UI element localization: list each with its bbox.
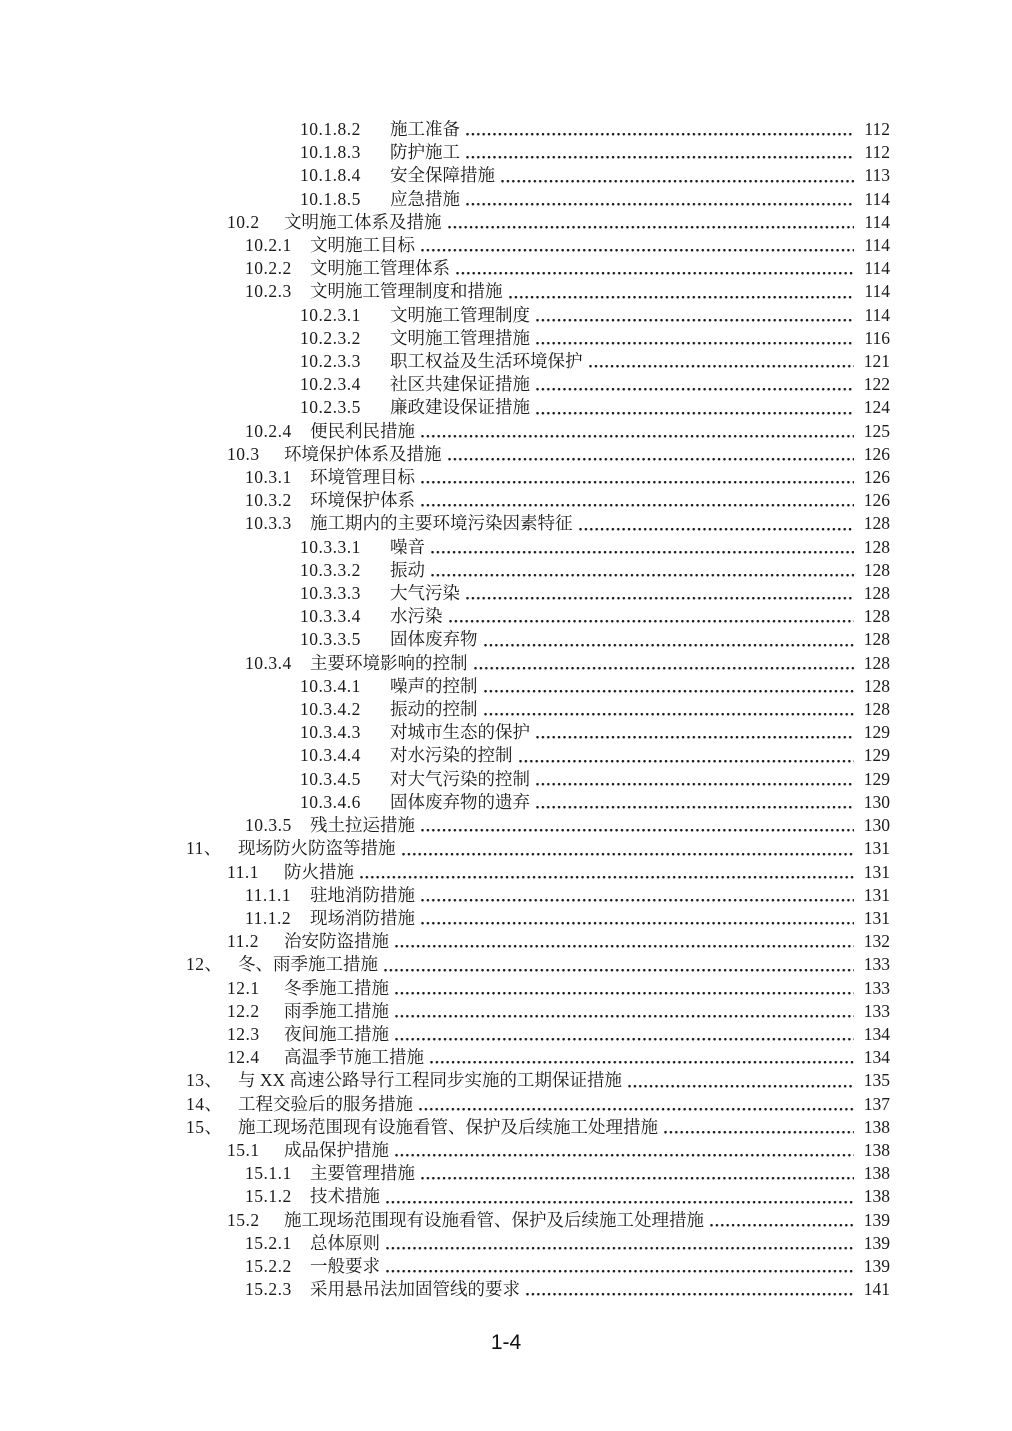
dot-leader-icon (484, 712, 855, 717)
toc-entry-page: 133 (863, 1000, 890, 1021)
toc-entry (0, 188, 890, 211)
toc-entry-title: 防护施工 (390, 142, 460, 163)
toc-entry-number: 10.3.3.2 (300, 559, 361, 580)
toc-entry (0, 1255, 890, 1278)
toc-entry-number: 10.2.3.4 (300, 374, 361, 395)
toc-entry-page: 129 (863, 722, 890, 743)
toc-entry-title: 防火措施 (284, 861, 354, 882)
toc-entry-title: 便民利民措施 (310, 420, 415, 441)
dot-leader-icon (419, 1107, 854, 1112)
toc-entry-number: 10.2.4 (245, 420, 292, 441)
toc-entry-page: 130 (863, 791, 890, 812)
toc-entry-number: 10.3.4.3 (300, 722, 361, 743)
toc-entry (0, 1023, 890, 1046)
toc-entry-title: 治安防盗措施 (284, 931, 389, 952)
toc-entry (0, 164, 890, 187)
toc-entry-page: 128 (863, 675, 890, 696)
toc-entry-title: 振动的控制 (390, 699, 478, 720)
toc-entry-page: 114 (864, 258, 890, 279)
toc-entry-page: 126 (863, 490, 890, 511)
toc-entry-page: 138 (863, 1116, 890, 1137)
toc-entry-title: 固体废弃物的遗弃 (390, 791, 530, 812)
toc-entry (0, 1069, 890, 1092)
dot-leader-icon (710, 1223, 854, 1228)
dot-leader-icon (466, 155, 854, 160)
toc-entry (0, 1209, 890, 1232)
toc-entry (0, 396, 890, 419)
toc-entry-number: 10.1.8.4 (300, 165, 361, 186)
dot-leader-icon (484, 689, 855, 694)
toc-entry (0, 837, 890, 860)
toc-entry-number: 10.3.4 (245, 652, 292, 673)
dot-leader-icon (421, 434, 854, 439)
toc-entry-title: 环境管理目标 (310, 467, 415, 488)
toc-entry-number: 10.2.3.2 (300, 327, 361, 348)
toc-entry-page: 134 (863, 1023, 890, 1044)
toc-entry-number: 10.2 (227, 211, 260, 232)
toc-entry-page: 135 (863, 1070, 890, 1091)
toc-entry (0, 791, 890, 814)
dot-leader-icon (384, 968, 854, 973)
toc-entry-page: 130 (863, 815, 890, 836)
toc-entry-number: 15.1.1 (245, 1163, 292, 1184)
toc-entry-title: 工程交验后的服务措施 (238, 1093, 413, 1114)
toc-entry-number: 12.2 (227, 1000, 260, 1021)
toc-entry-page: 128 (863, 559, 890, 580)
toc-entry-number: 10.3 (227, 443, 260, 464)
toc-entry-number: 15.2 (227, 1209, 260, 1230)
toc-entry (0, 141, 890, 164)
toc-entry-page: 128 (863, 699, 890, 720)
dot-leader-icon (501, 179, 854, 184)
toc-entry-number: 12、 (186, 954, 223, 975)
toc-entry-page: 128 (863, 536, 890, 557)
toc-entry-title: 对城市生态的保护 (390, 722, 530, 743)
dot-leader-icon (484, 643, 855, 648)
dot-leader-icon (421, 480, 854, 485)
toc-entry-title: 驻地消防措施 (310, 884, 415, 905)
dot-leader-icon (536, 735, 854, 740)
toc-entry-number: 11.1.2 (245, 907, 292, 928)
toc-entry (0, 1162, 890, 1185)
toc-entry-page: 128 (863, 629, 890, 650)
toc-entry-title: 环境保护体系 (310, 490, 415, 511)
dot-leader-icon (421, 1176, 854, 1181)
toc-entry (0, 814, 890, 837)
dot-leader-icon (431, 550, 854, 555)
toc-entry-number: 10.3.2 (245, 490, 292, 511)
toc-entry-number: 10.3.4.2 (300, 699, 361, 720)
toc-entry-page: 114 (864, 211, 890, 232)
toc-entry-number: 11、 (186, 838, 222, 859)
toc-entry (0, 443, 890, 466)
toc-entry-number: 12.4 (227, 1047, 260, 1068)
toc-entry (0, 1185, 890, 1208)
toc-entry-number: 10.2.3.5 (300, 397, 361, 418)
toc-entry-page: 131 (863, 838, 890, 859)
dot-leader-icon (395, 944, 854, 949)
dot-leader-icon (395, 1037, 854, 1042)
toc-entry-page: 131 (863, 907, 890, 928)
toc-entry-number: 10.3.4.4 (300, 745, 361, 766)
toc-entry-number: 10.2.3 (245, 281, 292, 302)
toc-entry (0, 605, 890, 628)
dot-leader-icon (421, 828, 854, 833)
toc-entry-number: 10.1.8.5 (300, 188, 361, 209)
toc-entry-page: 139 (863, 1232, 890, 1253)
toc-entry-page: 138 (863, 1139, 890, 1160)
toc-entry-page: 128 (863, 513, 890, 534)
toc-entry-number: 11.1.1 (245, 884, 292, 905)
toc-entry (0, 1116, 890, 1139)
dot-leader-icon (386, 1200, 854, 1205)
toc-entry (0, 1278, 890, 1301)
toc-entry (0, 652, 890, 675)
toc-entry-title: 文明施工管理制度和措施 (310, 281, 503, 302)
dot-leader-icon (536, 805, 854, 810)
toc-entry-number: 15.2.2 (245, 1255, 292, 1276)
toc-entry-number: 10.3.1 (245, 467, 292, 488)
toc-entry-title: 环境保护体系及措施 (284, 443, 442, 464)
toc-entry (0, 744, 890, 767)
toc-entry-title: 夜间施工措施 (284, 1023, 389, 1044)
dot-leader-icon (536, 318, 854, 323)
dot-leader-icon (466, 596, 854, 601)
toc-entry-page: 134 (863, 1047, 890, 1068)
toc-entry-number: 10.1.8.3 (300, 142, 361, 163)
toc-entry-title: 采用悬吊法加固管线的要求 (310, 1279, 520, 1300)
toc-entry-title: 大气污染 (390, 583, 460, 604)
toc-entry-page: 131 (863, 861, 890, 882)
toc-entry (0, 907, 890, 930)
dot-leader-icon (526, 1292, 854, 1297)
toc-entry (0, 280, 890, 303)
dot-leader-icon (386, 1269, 854, 1274)
toc-entry-page: 137 (863, 1093, 890, 1114)
toc-entry-page: 139 (863, 1209, 890, 1230)
toc-entry-page: 129 (863, 768, 890, 789)
toc-entry (0, 768, 890, 791)
toc-entry-title: 雨季施工措施 (284, 1000, 389, 1021)
toc-entry-number: 10.3.3.3 (300, 583, 361, 604)
toc-entry-page: 133 (863, 977, 890, 998)
toc-entry-page: 141 (863, 1279, 890, 1300)
toc-entry-title: 廉政建设保证措施 (390, 397, 530, 418)
toc-entry-number: 10.3.3.5 (300, 629, 361, 650)
toc-entry (0, 628, 890, 651)
toc-entry-page: 126 (863, 443, 890, 464)
toc-entry-page: 133 (863, 954, 890, 975)
page-number-label: 1-4 (490, 1331, 522, 1354)
toc-entry-title: 文明施工管理措施 (390, 327, 530, 348)
toc-entry-page: 129 (863, 745, 890, 766)
toc-entry (0, 373, 890, 396)
toc-entry-title: 固体废弃物 (390, 629, 478, 650)
toc-entry-number: 10.3.3 (245, 513, 292, 534)
toc-entry-title: 文明施工目标 (310, 235, 415, 256)
toc-entry-page: 139 (863, 1255, 890, 1276)
dot-leader-icon (431, 573, 854, 578)
toc-entry (0, 234, 890, 257)
dot-leader-icon (448, 225, 855, 230)
toc-entry-title: 主要环境影响的控制 (310, 652, 468, 673)
toc-entry (0, 420, 890, 443)
toc-entry (0, 211, 890, 234)
toc-entry-title: 冬、雨季施工措施 (238, 954, 378, 975)
toc-entry (0, 675, 890, 698)
toc-entry-page: 138 (863, 1163, 890, 1184)
toc-entry (0, 721, 890, 744)
toc-entry-page: 114 (864, 188, 890, 209)
toc-entry-title: 现场防火防盗等措施 (238, 838, 396, 859)
toc-entry (0, 1046, 890, 1069)
dot-leader-icon (579, 527, 855, 532)
toc-entry-number: 10.1.8.2 (300, 119, 361, 139)
dot-leader-icon (395, 1014, 854, 1019)
dot-leader-icon (395, 991, 854, 996)
toc-entry-number: 12.1 (227, 977, 260, 998)
toc-entry (0, 257, 890, 280)
dot-leader-icon (421, 921, 854, 926)
toc-entry-title: 施工现场范围现有设施看管、保护及后续施工处理措施 (284, 1209, 704, 1230)
toc-entry-title: 一般要求 (310, 1255, 380, 1276)
toc-entry-page: 128 (863, 583, 890, 604)
toc-entry (0, 698, 890, 721)
dot-leader-icon (456, 271, 854, 276)
toc-entry-number: 15.1 (227, 1139, 260, 1160)
toc-entry-title: 文明施工管理体系 (310, 258, 450, 279)
toc-entry-number: 10.2.3.3 (300, 351, 361, 372)
toc-entry (0, 350, 890, 373)
dot-leader-icon (430, 1060, 854, 1065)
toc-entry-number: 10.2.1 (245, 235, 292, 256)
toc-entry-page: 131 (863, 884, 890, 905)
toc-entry-page: 125 (863, 420, 890, 441)
toc-entry-page: 112 (864, 142, 890, 163)
toc-entry-number: 10.3.3.1 (300, 536, 361, 557)
toc-entry-page: 128 (863, 652, 890, 673)
toc-entry (0, 582, 890, 605)
toc-entry (0, 327, 890, 350)
toc-entry-number: 13、 (186, 1070, 223, 1091)
dot-leader-icon (589, 364, 855, 369)
toc-entry-page: 114 (864, 281, 890, 302)
dot-leader-icon (395, 1153, 854, 1158)
page-footer (0, 1331, 1012, 1355)
toc-entry-title: 冬季施工措施 (284, 977, 389, 998)
dot-leader-icon (536, 411, 854, 416)
toc-entry-title: 施工现场范围现有设施看管、保护及后续施工处理措施 (238, 1116, 658, 1137)
toc-entry-title: 噪音 (390, 536, 425, 557)
toc-entry-number: 11.1 (227, 861, 259, 882)
toc-entry-number: 12.3 (227, 1023, 260, 1044)
toc-entry (0, 489, 890, 512)
toc-entry (0, 559, 890, 582)
toc-entry-number: 10.3.3.4 (300, 606, 361, 627)
table-of-contents (0, 118, 890, 1301)
toc-entry (0, 1000, 890, 1023)
toc-entry-title: 噪声的控制 (390, 675, 478, 696)
toc-entry-title: 施工准备 (390, 119, 460, 139)
toc-entry-title: 应急措施 (390, 188, 460, 209)
toc-entry-title: 高温季节施工措施 (284, 1047, 424, 1068)
toc-entry-title: 成品保护措施 (284, 1139, 389, 1160)
toc-entry-title: 职工权益及生活环境保护 (390, 351, 583, 372)
dot-leader-icon (421, 898, 854, 903)
toc-entry-page: 114 (864, 235, 890, 256)
dot-leader-icon (536, 387, 854, 392)
toc-entry (0, 1093, 890, 1116)
toc-entry-title: 技术措施 (310, 1186, 380, 1207)
toc-entry-page: 124 (863, 397, 890, 418)
toc-entry (0, 512, 890, 535)
dot-leader-icon (449, 619, 855, 624)
toc-entry-number: 10.3.4.6 (300, 791, 361, 812)
toc-entry-title: 对大气污染的控制 (390, 768, 530, 789)
toc-entry-number: 14、 (186, 1093, 223, 1114)
toc-entry-title: 主要管理措施 (310, 1163, 415, 1184)
toc-entry-page: 122 (863, 374, 890, 395)
toc-entry-number: 15.1.2 (245, 1186, 292, 1207)
toc-entry-title: 水污染 (390, 606, 443, 627)
dot-leader-icon (474, 666, 855, 671)
dot-leader-icon (448, 457, 855, 462)
toc-entry (0, 466, 890, 489)
toc-entry-page: 114 (864, 304, 890, 325)
dot-leader-icon (664, 1130, 854, 1135)
toc-entry (0, 953, 890, 976)
toc-entry (0, 930, 890, 953)
toc-entry-page: 116 (864, 327, 890, 348)
toc-entry-number: 11.2 (227, 931, 259, 952)
dot-leader-icon (421, 248, 854, 253)
toc-entry-title: 文明施工管理制度 (390, 304, 530, 325)
toc-entry-title: 振动 (390, 559, 425, 580)
dot-leader-icon (466, 132, 854, 137)
toc-entry-number: 10.3.4.1 (300, 675, 361, 696)
toc-entry-title: 与 XX 高速公路导行工程同步实施的工期保证措施 (238, 1070, 623, 1091)
toc-entry (0, 1139, 890, 1162)
toc-entry (0, 1232, 890, 1255)
toc-entry-number: 15、 (186, 1116, 223, 1137)
toc-entry-number: 10.2.3.1 (300, 304, 361, 325)
toc-entry-title: 文明施工体系及措施 (284, 211, 442, 232)
dot-leader-icon (536, 782, 854, 787)
toc-entry-title: 对水污染的控制 (390, 745, 513, 766)
toc-entry-title: 施工期内的主要环境污染因素特征 (310, 513, 573, 534)
dot-leader-icon (628, 1084, 854, 1089)
toc-entry (0, 977, 890, 1000)
toc-entry-title: 安全保障措施 (390, 165, 495, 186)
toc-entry-number: 15.2.1 (245, 1232, 292, 1253)
toc-entry (0, 304, 890, 327)
toc-entry-page: 112 (864, 119, 890, 139)
toc-entry-number: 10.3.4.5 (300, 768, 361, 789)
toc-entry-title: 总体原则 (310, 1232, 380, 1253)
dot-leader-icon (536, 341, 854, 346)
toc-entry (0, 118, 890, 141)
toc-entry (0, 536, 890, 559)
toc-entry-title: 残土拉运措施 (310, 815, 415, 836)
toc-entry-number: 10.2.2 (245, 258, 292, 279)
toc-entry-number: 15.2.3 (245, 1279, 292, 1300)
toc-entry-page: 121 (863, 351, 890, 372)
toc-entry-title: 社区共建保证措施 (390, 374, 530, 395)
toc-entry-number: 10.3.5 (245, 815, 292, 836)
toc-entry-page: 132 (863, 931, 890, 952)
dot-leader-icon (509, 295, 855, 300)
toc-entry-page: 138 (863, 1186, 890, 1207)
toc-entry (0, 884, 890, 907)
toc-entry-title: 现场消防措施 (310, 907, 415, 928)
toc-entry-page: 126 (863, 467, 890, 488)
dot-leader-icon (386, 1246, 854, 1251)
toc-entry-page: 128 (863, 606, 890, 627)
dot-leader-icon (466, 202, 854, 207)
dot-leader-icon (519, 759, 855, 764)
toc-entry (0, 861, 890, 884)
dot-leader-icon (360, 875, 854, 880)
dot-leader-icon (402, 852, 855, 857)
toc-entry-page: 113 (864, 165, 890, 186)
dot-leader-icon (421, 503, 854, 508)
